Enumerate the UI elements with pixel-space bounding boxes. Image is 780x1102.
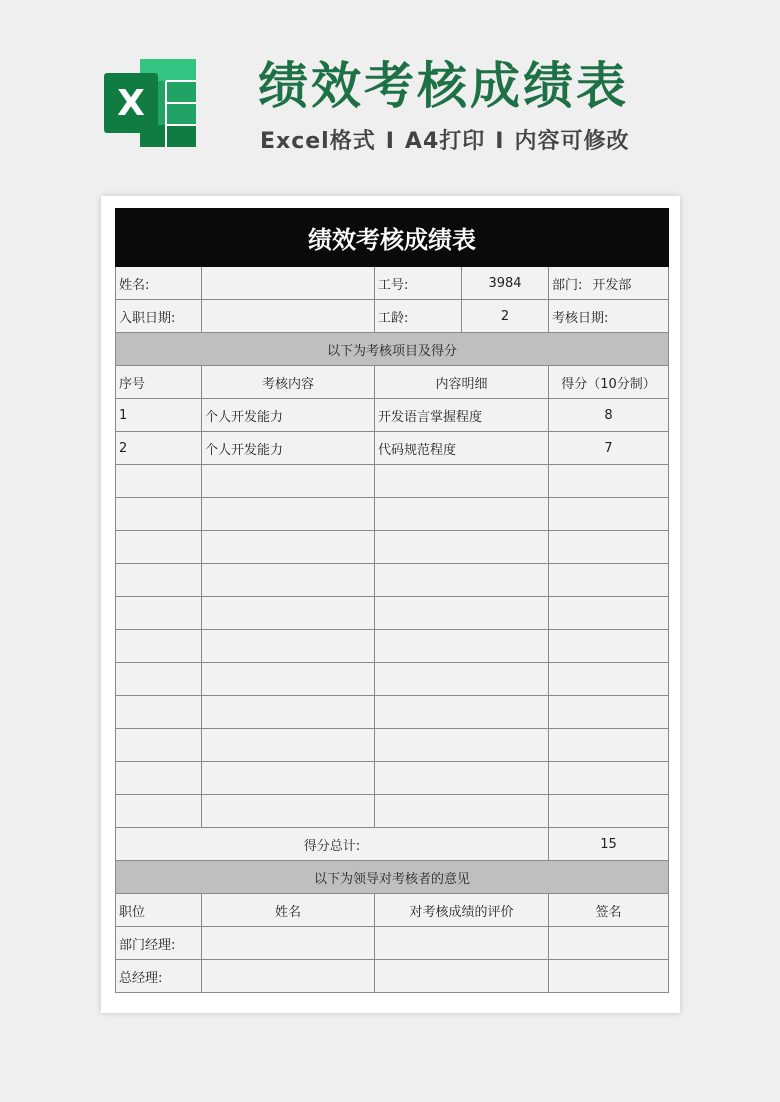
- item-detail[interactable]: 开发语言掌握程度: [375, 399, 549, 432]
- opinion-position[interactable]: 总经理:: [116, 960, 202, 993]
- opinion-position[interactable]: 部门经理:: [116, 927, 202, 960]
- empty-cell[interactable]: [375, 729, 549, 762]
- subtitle-editable: 内容可修改: [514, 129, 630, 154]
- empty-cell[interactable]: [116, 663, 202, 696]
- subtitle-format: Excel格式: [260, 129, 376, 154]
- item-no[interactable]: 1: [116, 399, 202, 432]
- col-header-evaluation[interactable]: 对考核成绩的评价: [375, 894, 549, 927]
- empty-cell[interactable]: [549, 564, 669, 597]
- empty-cell[interactable]: [116, 531, 202, 564]
- dept-cell[interactable]: [549, 267, 669, 300]
- name-value[interactable]: [202, 267, 375, 300]
- empty-cell[interactable]: [116, 564, 202, 597]
- subtitle-print: A4打印: [404, 129, 486, 154]
- table-row-empty: [116, 597, 669, 630]
- id-label[interactable]: 工号:: [375, 267, 462, 300]
- table-row-empty: [116, 531, 669, 564]
- years-value[interactable]: 2: [462, 300, 549, 333]
- table-row-empty: [116, 795, 669, 828]
- dept-label: 部门:: [552, 277, 583, 293]
- item-content[interactable]: 个人开发能力: [202, 432, 375, 465]
- svg-text:X: X: [117, 83, 145, 124]
- subtitle-separator: I: [495, 129, 505, 154]
- col-header-no[interactable]: 序号: [116, 366, 202, 399]
- sheet-title-row: [116, 209, 669, 267]
- empty-cell[interactable]: [549, 729, 669, 762]
- total-label[interactable]: 得分总计:: [116, 828, 549, 861]
- banner-subtitle: [260, 124, 629, 155]
- table-row-empty: [116, 498, 669, 531]
- subtitle-separator: I: [385, 129, 395, 154]
- col-header-position[interactable]: 职位: [116, 894, 202, 927]
- empty-cell[interactable]: [202, 498, 375, 531]
- empty-cell[interactable]: [375, 696, 549, 729]
- item-score[interactable]: 8: [549, 399, 669, 432]
- empty-cell[interactable]: [202, 597, 375, 630]
- empty-cell[interactable]: [116, 498, 202, 531]
- table-row-empty: [116, 465, 669, 498]
- item-content[interactable]: 个人开发能力: [202, 399, 375, 432]
- col-header-signature[interactable]: 签名: [549, 894, 669, 927]
- item-score[interactable]: 7: [549, 432, 669, 465]
- empty-cell[interactable]: [202, 564, 375, 597]
- opinion-signature-cell[interactable]: [549, 960, 669, 993]
- info-row-2: [116, 300, 669, 333]
- empty-cell[interactable]: [549, 795, 669, 828]
- opinion-section-row: [116, 861, 669, 894]
- empty-cell[interactable]: [549, 696, 669, 729]
- empty-cell[interactable]: [549, 762, 669, 795]
- table-row-empty: [116, 564, 669, 597]
- empty-cell[interactable]: [202, 630, 375, 663]
- opinion-row: [116, 960, 669, 993]
- opinion-name-cell[interactable]: [202, 927, 375, 960]
- performance-table: [115, 208, 669, 993]
- empty-cell[interactable]: [549, 597, 669, 630]
- col-header-content[interactable]: 考核内容: [202, 366, 375, 399]
- empty-cell[interactable]: [375, 597, 549, 630]
- years-label[interactable]: 工龄:: [375, 300, 462, 333]
- empty-cell[interactable]: [116, 465, 202, 498]
- promo-banner: [0, 0, 780, 195]
- dept-value: 开发部: [592, 277, 632, 293]
- items-section-title[interactable]: 以下为考核项目及得分: [116, 333, 669, 366]
- hire-date-label[interactable]: 入职日期:: [116, 300, 202, 333]
- total-row: [116, 828, 669, 861]
- table-row-empty: [116, 630, 669, 663]
- empty-cell[interactable]: [375, 630, 549, 663]
- empty-cell[interactable]: [116, 762, 202, 795]
- empty-cell[interactable]: [549, 498, 669, 531]
- empty-cell[interactable]: [116, 630, 202, 663]
- opinion-signature-cell[interactable]: [549, 927, 669, 960]
- empty-cell[interactable]: [375, 663, 549, 696]
- items-section-row: [116, 333, 669, 366]
- empty-cell[interactable]: [202, 465, 375, 498]
- hire-date-value[interactable]: [202, 300, 375, 333]
- empty-cell[interactable]: [202, 762, 375, 795]
- opinion-header-row: [116, 894, 669, 927]
- empty-cell[interactable]: [549, 465, 669, 498]
- eval-date-cell[interactable]: [549, 300, 669, 333]
- empty-cell[interactable]: [549, 531, 669, 564]
- id-value[interactable]: 3984: [462, 267, 549, 300]
- table-row-empty: [116, 729, 669, 762]
- empty-cell[interactable]: [375, 762, 549, 795]
- items-header-row: [116, 366, 669, 399]
- item-no[interactable]: 2: [116, 432, 202, 465]
- sheet-title[interactable]: 绩效考核成绩表: [116, 209, 669, 267]
- empty-cell[interactable]: [549, 630, 669, 663]
- opinion-evaluation-cell[interactable]: [375, 960, 549, 993]
- empty-cell[interactable]: [116, 597, 202, 630]
- item-detail[interactable]: 代码规范程度: [375, 432, 549, 465]
- empty-cell[interactable]: [202, 729, 375, 762]
- empty-cell[interactable]: [116, 795, 202, 828]
- total-value[interactable]: 15: [549, 828, 669, 861]
- empty-cell[interactable]: [375, 498, 549, 531]
- table-row: [116, 399, 669, 432]
- col-header-detail[interactable]: 内容明细: [375, 366, 549, 399]
- empty-cell[interactable]: [549, 663, 669, 696]
- eval-date-label: 考核日期:: [552, 310, 609, 326]
- empty-cell[interactable]: [116, 696, 202, 729]
- info-row-1: [116, 267, 669, 300]
- table-row-empty: [116, 696, 669, 729]
- spreadsheet-page: [101, 196, 680, 1013]
- empty-cell[interactable]: [202, 531, 375, 564]
- col-header-score[interactable]: 得分（10分制）: [549, 366, 669, 399]
- empty-cell[interactable]: [375, 531, 549, 564]
- opinion-evaluation-cell[interactable]: [375, 927, 549, 960]
- opinion-row: [116, 927, 669, 960]
- empty-cell[interactable]: [375, 795, 549, 828]
- excel-logo-icon: [100, 53, 200, 153]
- empty-cell[interactable]: [202, 795, 375, 828]
- opinion-section-title[interactable]: 以下为领导对考核者的意见: [116, 861, 669, 894]
- table-row-empty: [116, 762, 669, 795]
- table-row-empty: [116, 663, 669, 696]
- name-label[interactable]: 姓名:: [116, 267, 202, 300]
- col-header-name[interactable]: 姓名: [202, 894, 375, 927]
- table-row: [116, 432, 669, 465]
- banner-title: 绩效考核成绩表: [258, 57, 629, 115]
- empty-cell[interactable]: [375, 564, 549, 597]
- empty-cell[interactable]: [116, 729, 202, 762]
- empty-cell[interactable]: [202, 663, 375, 696]
- opinion-name-cell[interactable]: [202, 960, 375, 993]
- empty-cell[interactable]: [202, 696, 375, 729]
- empty-cell[interactable]: [375, 465, 549, 498]
